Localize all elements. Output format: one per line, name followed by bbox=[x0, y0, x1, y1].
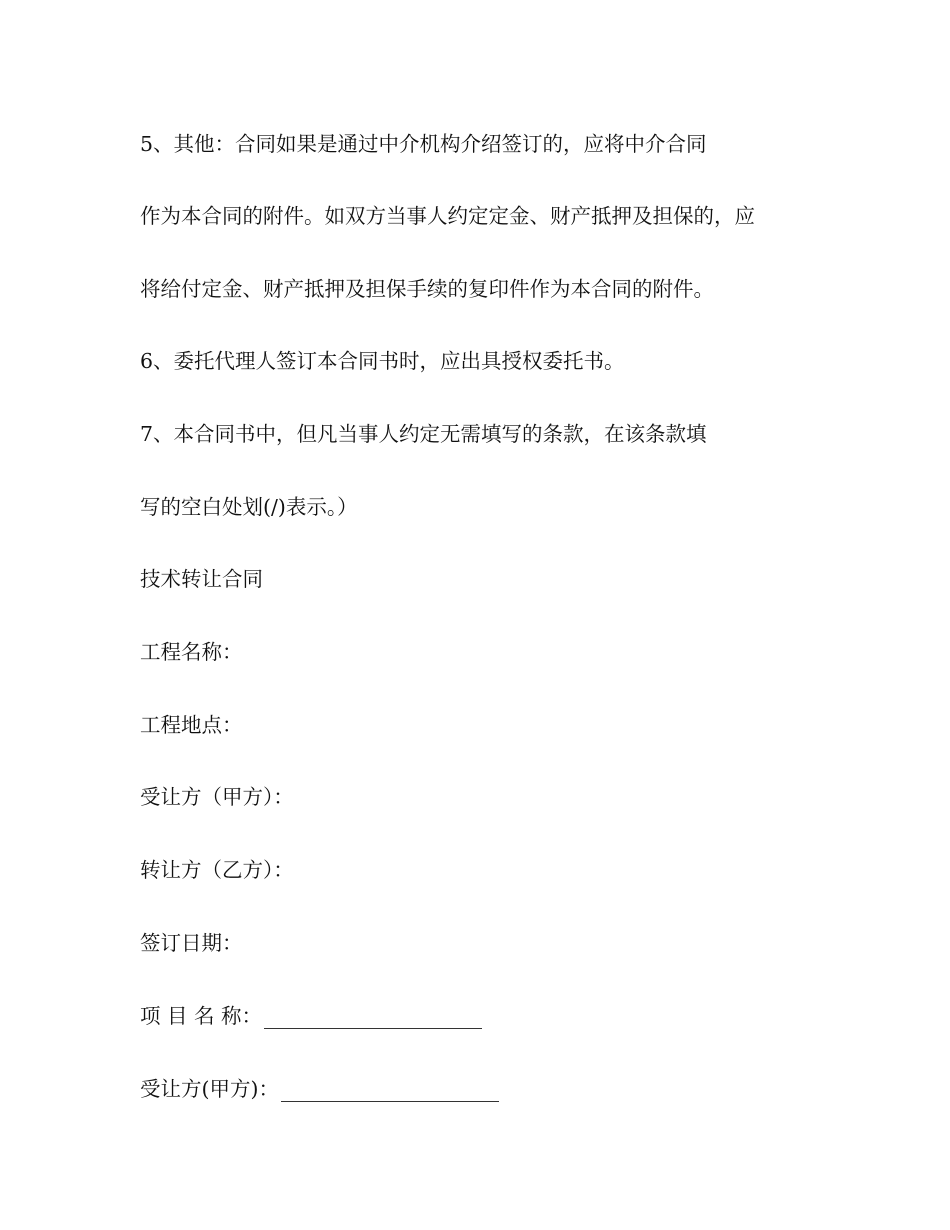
project-title-field-label: 项 目 名 称： bbox=[140, 1004, 263, 1028]
clause-7-line-2: 写的空白处划(/)表示。） bbox=[140, 495, 358, 519]
clause-5-line-2: 作为本合同的附件。如双方当事人约定定金、财产抵押及担保的，应 bbox=[140, 204, 755, 228]
project-location-label: 工程地点： bbox=[140, 713, 243, 737]
project-name-label: 工程名称： bbox=[140, 640, 243, 664]
transferor-label: 转让方（乙方）： bbox=[140, 858, 294, 882]
transferee-field-label: 受让方(甲方)： bbox=[140, 1077, 279, 1101]
project-title-blank[interactable] bbox=[264, 1006, 482, 1029]
clause-5-line-3: 将给付定金、财产抵押及担保手续的复印件作为本合同的附件。 bbox=[140, 277, 714, 301]
project-title-field bbox=[140, 1003, 482, 1029]
transferee-blank[interactable] bbox=[281, 1079, 499, 1102]
transferee-field bbox=[140, 1076, 499, 1102]
contract-title: 技术转让合同 bbox=[140, 567, 263, 591]
clause-7-line-1: 7、本合同书中，但凡当事人约定无需填写的条款，在该条款填 bbox=[140, 422, 707, 446]
signing-date-label: 签订日期： bbox=[140, 931, 243, 955]
clause-6: 6、委托代理人签订本合同书时，应出具授权委托书。 bbox=[140, 349, 625, 373]
clause-5-line-1: 5、其他：合同如果是通过中介机构介绍签订的，应将中介合同 bbox=[140, 132, 707, 156]
transferee-label: 受让方（甲方）： bbox=[140, 785, 294, 809]
